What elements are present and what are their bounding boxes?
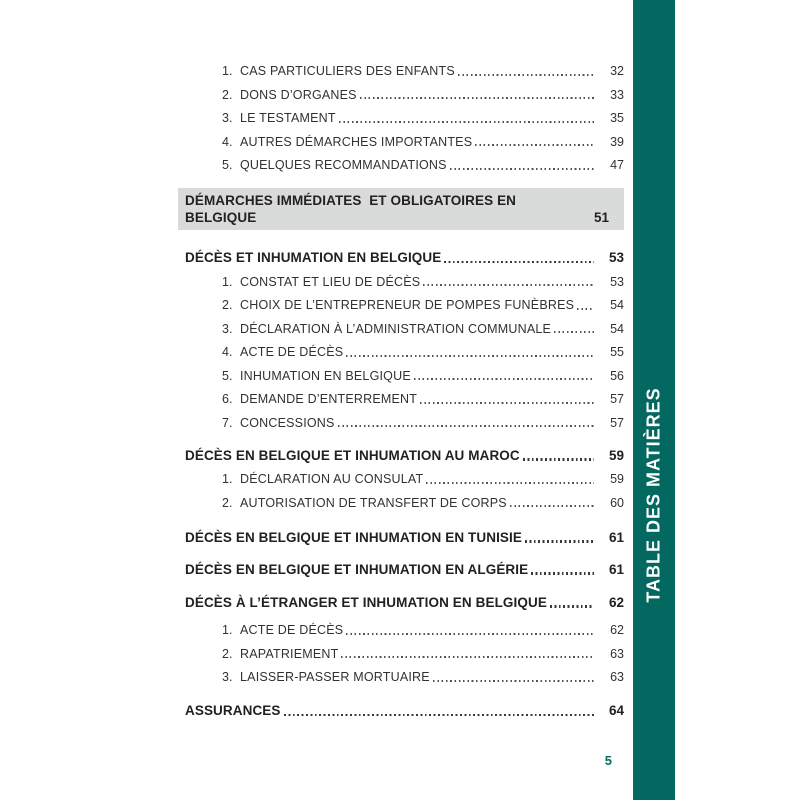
- toc-heading-label: DÉCÈS EN BELGIQUE ET INHUMATION AU MAROC: [185, 447, 520, 463]
- toc-heading-label: ASSURANCES: [185, 703, 281, 718]
- toc-item-page: 56: [610, 368, 624, 383]
- toc-item-label: DONS D’ORGANES: [240, 87, 357, 102]
- toc-item-number: 2.: [222, 646, 233, 661]
- toc-item-row: [178, 618, 624, 642]
- toc-item-row: [178, 130, 624, 154]
- toc-item-label: CHOIX DE L’ENTREPRENEUR DE POMPES FUNÈBRES: [240, 298, 575, 312]
- toc-heading-row: [178, 590, 624, 614]
- toc-item-number: 3.: [222, 111, 233, 125]
- toc-item-page: 35: [610, 111, 624, 125]
- toc-item-number: 1.: [222, 623, 233, 637]
- toc-item-number: 1.: [222, 472, 233, 486]
- dot-leader: [531, 572, 594, 574]
- toc-item-label: DÉCLARATION À L’ADMINISTRATION COMMUNALE: [240, 321, 552, 336]
- toc-item-label: LE TESTAMENT: [240, 111, 336, 125]
- toc-item-label: QUELQUES RECOMMANDATIONS: [240, 158, 447, 172]
- table-of-contents: [178, 59, 624, 723]
- toc-item-row: [178, 411, 624, 435]
- toc-item-number: 6.: [222, 392, 233, 406]
- toc-item-label: DEMANDE D’ENTERREMENT: [240, 392, 418, 406]
- toc-item-label: CONCESSIONS: [240, 415, 335, 430]
- toc-heading-row: [178, 557, 624, 581]
- toc-item-number: 5.: [222, 158, 233, 172]
- dot-leader: [360, 97, 594, 99]
- toc-item-label: RAPATRIEMENT: [240, 646, 339, 661]
- toc-item-page: 55: [610, 345, 624, 359]
- dot-leader: [510, 505, 594, 507]
- toc-item-page: 53: [610, 274, 624, 289]
- dot-leader: [554, 331, 594, 333]
- toc-item-page: 33: [610, 87, 624, 102]
- toc-item-label: ACTE DE DÉCÈS: [240, 345, 344, 359]
- toc-item-row: [178, 270, 624, 294]
- toc-heading-page: 53: [608, 250, 624, 265]
- dot-leader: [346, 633, 594, 635]
- toc-heading-label: DÉCÈS EN BELGIQUE ET INHUMATION EN TUNISIE: [185, 529, 522, 545]
- toc-item-row: [178, 293, 624, 317]
- toc-heading-row: [178, 443, 624, 467]
- toc-heading-page: 61: [608, 529, 624, 545]
- toc-heading-label: DÉCÈS ET INHUMATION EN BELGIQUE: [185, 250, 442, 265]
- toc-item-page: 32: [610, 64, 624, 78]
- toc-item-number: 5.: [222, 368, 233, 383]
- toc-item-row: [178, 340, 624, 364]
- toc-heading-label: DÉCÈS À L’ÉTRANGER ET INHUMATION EN BELGIQUE: [185, 594, 547, 610]
- toc-item-number: 2.: [222, 87, 233, 102]
- toc-item-label: LAISSER-PASSER MORTUAIRE: [240, 670, 430, 684]
- toc-item-label: AUTRES DÉMARCHES IMPORTANTES: [240, 134, 473, 149]
- dot-leader: [475, 144, 594, 146]
- toc-item-row: [178, 59, 624, 83]
- toc-item-number: 7.: [222, 415, 233, 430]
- toc-heading-row: [178, 525, 624, 549]
- toc-chapter-page: 51: [593, 209, 609, 225]
- toc-item-row: [178, 642, 624, 666]
- toc-item-row: [178, 317, 624, 341]
- toc-item-label: INHUMATION EN BELGIQUE: [240, 368, 411, 383]
- toc-chapter-title-line2: BELGIQUE: [185, 209, 257, 225]
- toc-item-label: CONSTAT ET LIEU DE DÉCÈS: [240, 274, 421, 289]
- toc-chapter-title: [185, 192, 594, 226]
- toc-chapter-title-line1: DÉMARCHES IMMÉDIATES ET OBLIGATOIRES EN: [185, 192, 517, 208]
- toc-heading-row: [178, 699, 624, 723]
- page-number: 5: [604, 753, 612, 768]
- toc-item-number: 3.: [222, 670, 233, 684]
- dot-leader: [523, 458, 594, 460]
- toc-heading-page: 62: [608, 594, 624, 610]
- toc-item-row: [178, 491, 624, 515]
- toc-heading-label: DÉCÈS EN BELGIQUE ET INHUMATION EN ALGÉRIE: [185, 561, 529, 577]
- dot-leader: [423, 284, 594, 286]
- dot-leader: [339, 121, 594, 123]
- toc-item-number: 4.: [222, 345, 233, 359]
- toc-item-label: CAS PARTICULIERS DES ENFANTS: [240, 64, 455, 78]
- toc-item-label: AUTORISATION DE TRANSFERT DE CORPS: [240, 495, 507, 510]
- dot-leader: [525, 540, 594, 542]
- toc-chapter-box: [178, 188, 624, 230]
- dot-leader: [284, 714, 594, 716]
- toc-item-row: [178, 106, 624, 130]
- dot-leader: [341, 656, 594, 658]
- toc-item-number: 2.: [222, 495, 233, 510]
- toc-item-number: 1.: [222, 64, 233, 78]
- toc-item-number: 4.: [222, 134, 233, 149]
- toc-item-page: 54: [610, 321, 624, 336]
- toc-item-page: 54: [610, 298, 624, 312]
- toc-item-row: [178, 387, 624, 411]
- toc-item-page: 47: [610, 158, 624, 172]
- toc-item-row: [178, 153, 624, 177]
- toc-item-page: 57: [610, 415, 624, 430]
- toc-item-row: [178, 665, 624, 689]
- toc-item-page: 63: [610, 646, 624, 661]
- toc-heading-page: 61: [608, 561, 624, 577]
- toc-heading-row: [178, 246, 624, 270]
- dot-leader: [433, 680, 594, 682]
- dot-leader: [338, 425, 594, 427]
- toc-item-page: 39: [610, 134, 624, 149]
- toc-item-page: 63: [610, 670, 624, 684]
- toc-item-label: ACTE DE DÉCÈS: [240, 623, 344, 637]
- dot-leader: [346, 355, 594, 357]
- dot-leader: [444, 261, 594, 263]
- toc-heading-page: 59: [608, 447, 624, 463]
- dot-leader: [426, 482, 594, 484]
- dot-leader: [550, 605, 594, 607]
- toc-item-page: 60: [610, 495, 624, 510]
- side-tab-label: TABLE DES MATIÈRES: [643, 387, 664, 603]
- toc-item-number: 1.: [222, 274, 233, 289]
- dot-leader: [420, 402, 594, 404]
- toc-item-number: 2.: [222, 298, 233, 312]
- dot-leader: [577, 308, 594, 310]
- toc-item-page: 59: [610, 472, 624, 486]
- toc-item-page: 62: [610, 623, 624, 637]
- toc-item-page: 57: [610, 392, 624, 406]
- toc-item-row: [178, 467, 624, 491]
- toc-item-number: 3.: [222, 321, 233, 336]
- toc-heading-page: 64: [608, 703, 624, 718]
- dot-leader: [450, 168, 594, 170]
- dot-leader: [414, 378, 594, 380]
- toc-item-row: [178, 83, 624, 107]
- toc-item-label: DÉCLARATION AU CONSULAT: [240, 472, 424, 486]
- toc-item-row: [178, 364, 624, 388]
- dot-leader: [458, 74, 594, 76]
